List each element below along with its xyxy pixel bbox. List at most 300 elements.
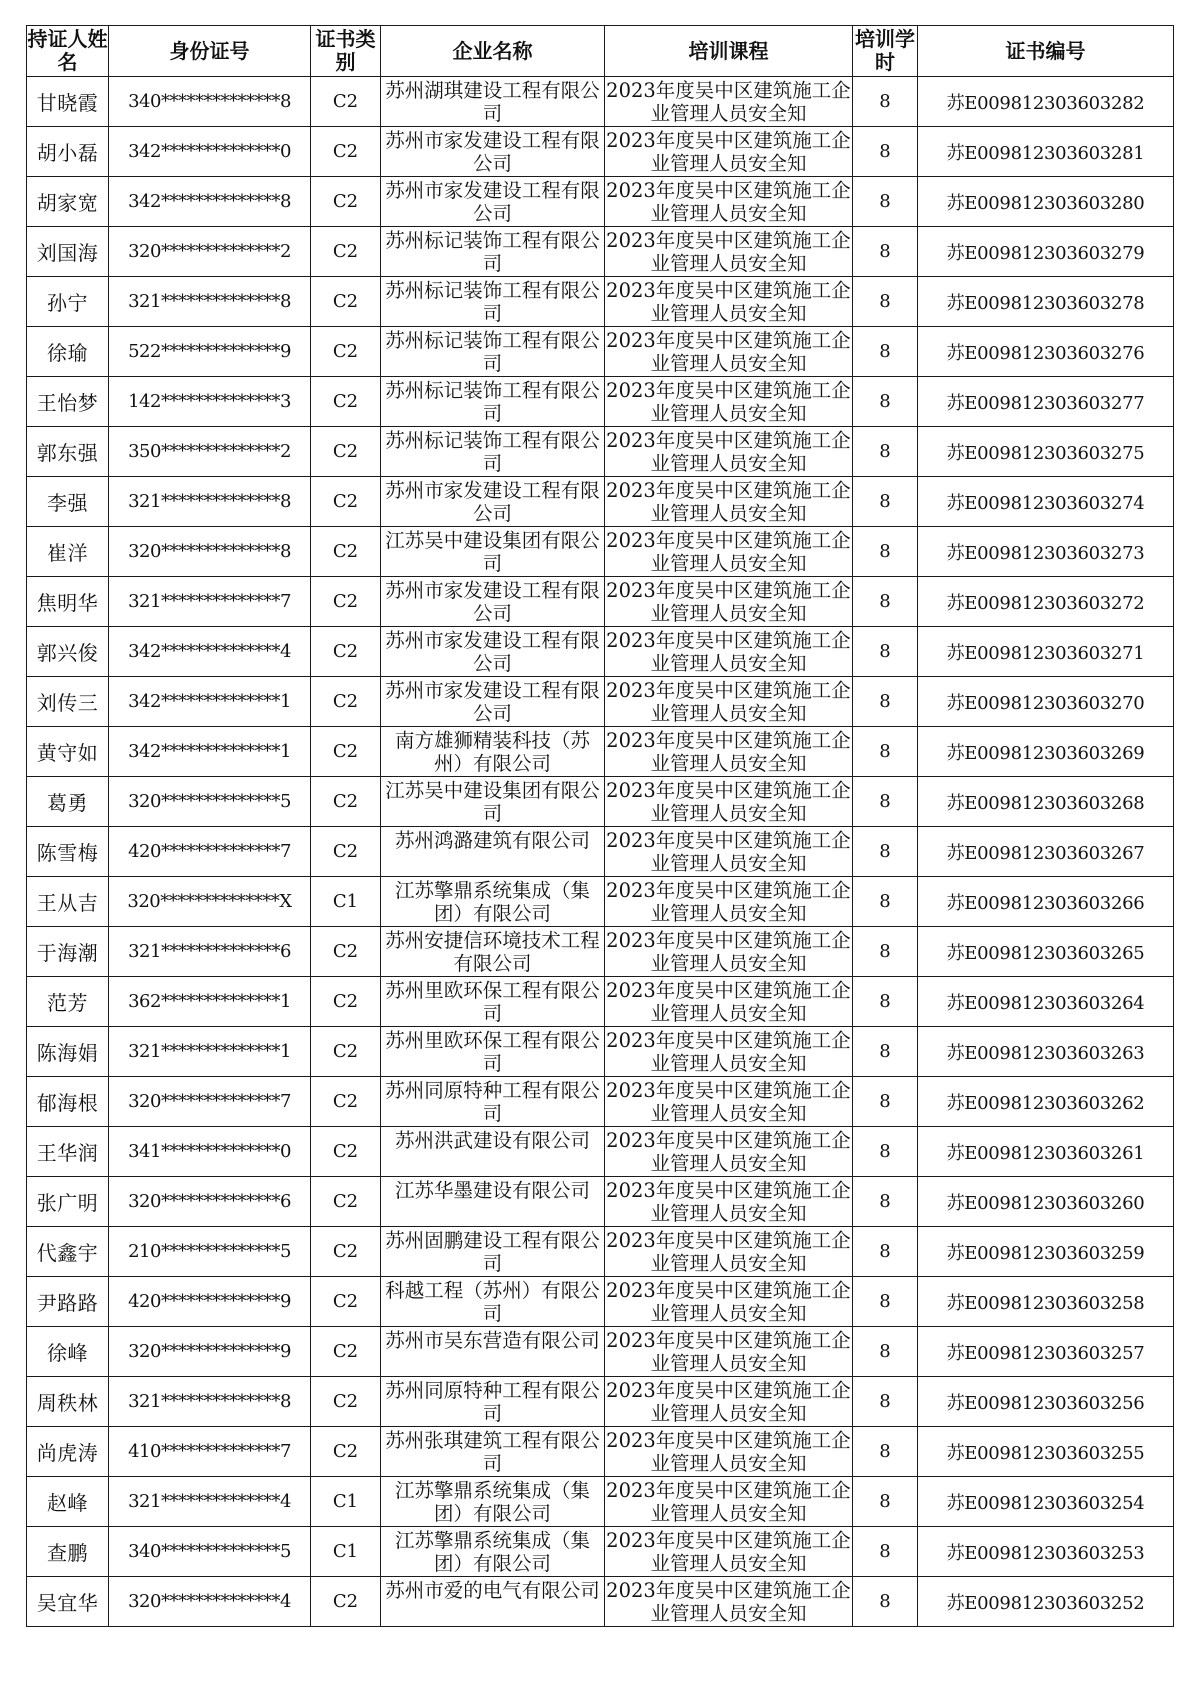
id-number-text: 341**************0 bbox=[128, 1141, 291, 1162]
holder-name-cell bbox=[27, 1377, 109, 1427]
training-course-text: 2023年度吴中区建筑施工企业管理人员安全知 bbox=[606, 1529, 851, 1575]
id-number-text: 321**************1 bbox=[128, 1041, 291, 1062]
cert-number-text: 苏E009812303603269 bbox=[946, 742, 1145, 764]
holder-name-cell bbox=[27, 977, 109, 1027]
table-row bbox=[27, 727, 1174, 777]
company-name-cell bbox=[381, 627, 605, 677]
training-course-cell bbox=[605, 1127, 853, 1177]
holder-name-text: 吴宜华 bbox=[36, 1591, 99, 1615]
holder-name-text: 陈雪梅 bbox=[36, 841, 99, 865]
holder-name-cell bbox=[27, 177, 109, 227]
cert-number-cell bbox=[918, 1577, 1174, 1627]
training-hours-text: 8 bbox=[879, 941, 891, 962]
cert-category-cell bbox=[311, 877, 381, 927]
cert-category-cell bbox=[311, 227, 381, 277]
id-number-cell bbox=[109, 377, 311, 427]
cert-category-cell bbox=[311, 1577, 381, 1627]
training-course-cell bbox=[605, 1577, 853, 1627]
training-course-text: 2023年度吴中区建筑施工企业管理人员安全知 bbox=[606, 629, 851, 675]
id-number-text: 342**************8 bbox=[128, 191, 291, 212]
id-number-cell bbox=[109, 527, 311, 577]
cert-number-text: 苏E009812303603280 bbox=[946, 192, 1145, 214]
training-hours-text: 8 bbox=[879, 691, 891, 712]
holder-name-text: 葛勇 bbox=[47, 791, 88, 815]
training-hours-text: 8 bbox=[879, 591, 891, 612]
id-number-cell bbox=[109, 227, 311, 277]
id-number-cell bbox=[109, 1327, 311, 1377]
table-row bbox=[27, 677, 1174, 727]
cert-number-cell bbox=[918, 1027, 1174, 1077]
training-hours-text: 8 bbox=[879, 891, 891, 912]
cert-number-cell bbox=[918, 527, 1174, 577]
id-number-cell bbox=[109, 1027, 311, 1077]
cert-category-cell bbox=[311, 1127, 381, 1177]
cert-number-text: 苏E009812303603276 bbox=[946, 342, 1145, 364]
company-name-text: 苏州市家发建设工程有限公司 bbox=[385, 129, 600, 175]
training-course-text: 2023年度吴中区建筑施工企业管理人员安全知 bbox=[606, 1279, 851, 1325]
holder-name-cell bbox=[27, 1527, 109, 1577]
holder-name-cell bbox=[27, 877, 109, 927]
holder-name-text: 陈海娟 bbox=[36, 1041, 99, 1065]
table-row bbox=[27, 877, 1174, 927]
training-course-cell bbox=[605, 677, 853, 727]
header-id-number: 身份证号 bbox=[109, 26, 311, 77]
id-number-cell bbox=[109, 77, 311, 127]
training-course-text: 2023年度吴中区建筑施工企业管理人员安全知 bbox=[606, 1479, 851, 1525]
cert-category-cell bbox=[311, 127, 381, 177]
cert-category-text: C2 bbox=[332, 591, 359, 612]
cert-number-cell bbox=[918, 1177, 1174, 1227]
training-hours-cell bbox=[853, 127, 918, 177]
training-course-cell bbox=[605, 1477, 853, 1527]
table-row bbox=[27, 827, 1174, 877]
holder-name-cell bbox=[27, 1277, 109, 1327]
cert-number-text: 苏E009812303603253 bbox=[946, 1542, 1145, 1564]
company-name-cell bbox=[381, 1027, 605, 1077]
holder-name-text: 赵峰 bbox=[47, 1491, 88, 1515]
training-course-cell bbox=[605, 77, 853, 127]
header-training-course: 培训课程 bbox=[605, 26, 853, 77]
training-hours-cell bbox=[853, 677, 918, 727]
id-number-cell bbox=[109, 1277, 311, 1327]
cert-category-cell bbox=[311, 977, 381, 1027]
table-row bbox=[27, 1577, 1174, 1627]
training-hours-cell bbox=[853, 1527, 918, 1577]
cert-number-cell bbox=[918, 427, 1174, 477]
cert-category-cell bbox=[311, 1427, 381, 1477]
holder-name-cell bbox=[27, 1127, 109, 1177]
holder-name-text: 尹路路 bbox=[36, 1291, 99, 1315]
id-number-text: 320**************6 bbox=[128, 1191, 291, 1212]
id-number-text: 320**************X bbox=[127, 891, 292, 912]
cert-category-text: C2 bbox=[332, 991, 359, 1012]
company-name-text: 苏州同原特种工程有限公司 bbox=[385, 1079, 600, 1125]
cert-category-cell bbox=[311, 327, 381, 377]
id-number-text: 342**************1 bbox=[128, 741, 291, 762]
training-hours-cell bbox=[853, 1077, 918, 1127]
cert-number-text: 苏E009812303603282 bbox=[946, 92, 1145, 114]
training-hours-cell bbox=[853, 1177, 918, 1227]
company-name-cell bbox=[381, 77, 605, 127]
cert-number-cell bbox=[918, 327, 1174, 377]
cert-category-text: C1 bbox=[332, 1491, 359, 1512]
training-hours-text: 8 bbox=[879, 1291, 891, 1312]
holder-name-text: 胡小磊 bbox=[36, 141, 99, 165]
table-row bbox=[27, 1277, 1174, 1327]
cert-category-cell bbox=[311, 477, 381, 527]
training-hours-text: 8 bbox=[879, 1541, 891, 1562]
cert-number-text: 苏E009812303603262 bbox=[946, 1092, 1145, 1114]
cert-category-text: C2 bbox=[332, 1091, 359, 1112]
id-number-cell bbox=[109, 827, 311, 877]
training-hours-cell bbox=[853, 1277, 918, 1327]
company-name-text: 江苏擎鼎系统集成（集团）有限公司 bbox=[394, 1479, 590, 1525]
holder-name-text: 焦明华 bbox=[36, 591, 99, 615]
training-hours-text: 8 bbox=[879, 841, 891, 862]
training-course-text: 2023年度吴中区建筑施工企业管理人员安全知 bbox=[606, 979, 851, 1025]
company-name-cell bbox=[381, 1327, 605, 1377]
training-course-cell bbox=[605, 1027, 853, 1077]
training-course-text: 2023年度吴中区建筑施工企业管理人员安全知 bbox=[606, 479, 851, 525]
company-name-cell bbox=[381, 1227, 605, 1277]
cert-number-text: 苏E009812303603281 bbox=[946, 142, 1145, 164]
id-number-cell bbox=[109, 977, 311, 1027]
cert-category-cell bbox=[311, 1027, 381, 1077]
training-course-text: 2023年度吴中区建筑施工企业管理人员安全知 bbox=[606, 1029, 851, 1075]
company-name-text: 南方雄狮精装科技（苏州）有限公司 bbox=[394, 729, 590, 775]
cert-category-text: C2 bbox=[332, 1341, 359, 1362]
table-row bbox=[27, 1127, 1174, 1177]
cert-category-text: C2 bbox=[332, 241, 359, 262]
company-name-cell bbox=[381, 1577, 605, 1627]
company-name-text: 苏州标记装饰工程有限公司 bbox=[385, 279, 600, 325]
company-name-text: 苏州鸿潞建筑有限公司 bbox=[394, 829, 590, 852]
training-hours-cell bbox=[853, 177, 918, 227]
cert-number-cell bbox=[918, 977, 1174, 1027]
training-hours-text: 8 bbox=[879, 1041, 891, 1062]
cert-category-text: C2 bbox=[332, 791, 359, 812]
training-hours-text: 8 bbox=[879, 91, 891, 112]
cert-category-cell bbox=[311, 677, 381, 727]
company-name-cell bbox=[381, 1477, 605, 1527]
id-number-text: 320**************8 bbox=[128, 541, 291, 562]
training-course-cell bbox=[605, 477, 853, 527]
cert-category-text: C2 bbox=[332, 841, 359, 862]
training-course-text: 2023年度吴中区建筑施工企业管理人员安全知 bbox=[606, 429, 851, 475]
holder-name-cell bbox=[27, 1477, 109, 1527]
holder-name-cell bbox=[27, 727, 109, 777]
cert-number-text: 苏E009812303603260 bbox=[946, 1192, 1145, 1214]
id-number-text: 342**************4 bbox=[128, 641, 291, 662]
company-name-cell bbox=[381, 1377, 605, 1427]
id-number-text: 210**************5 bbox=[128, 1241, 291, 1262]
holder-name-cell bbox=[27, 227, 109, 277]
training-course-text: 2023年度吴中区建筑施工企业管理人员安全知 bbox=[606, 1379, 851, 1425]
training-hours-cell bbox=[853, 877, 918, 927]
training-hours-text: 8 bbox=[879, 141, 891, 162]
company-name-cell bbox=[381, 477, 605, 527]
table-row bbox=[27, 1327, 1174, 1377]
company-name-cell bbox=[381, 177, 605, 227]
id-number-text: 320**************4 bbox=[128, 1591, 291, 1612]
cert-number-cell bbox=[918, 927, 1174, 977]
company-name-cell bbox=[381, 427, 605, 477]
training-course-text: 2023年度吴中区建筑施工企业管理人员安全知 bbox=[606, 729, 851, 775]
table-row bbox=[27, 577, 1174, 627]
company-name-text: 科越工程（苏州）有限公司 bbox=[385, 1279, 600, 1325]
table-row bbox=[27, 377, 1174, 427]
training-course-text: 2023年度吴中区建筑施工企业管理人员安全知 bbox=[606, 379, 851, 425]
table-row bbox=[27, 1427, 1174, 1477]
id-number-cell bbox=[109, 327, 311, 377]
cert-category-text: C2 bbox=[332, 91, 359, 112]
training-course-text: 2023年度吴中区建筑施工企业管理人员安全知 bbox=[606, 1079, 851, 1125]
training-hours-cell bbox=[853, 1127, 918, 1177]
cert-number-cell bbox=[918, 877, 1174, 927]
cert-number-text: 苏E009812303603255 bbox=[946, 1442, 1145, 1464]
cert-number-text: 苏E009812303603270 bbox=[946, 692, 1145, 714]
id-number-text: 420**************9 bbox=[128, 1291, 291, 1312]
cert-number-text: 苏E009812303603267 bbox=[946, 842, 1145, 864]
header-training-hours: 培训学时 bbox=[853, 26, 918, 77]
holder-name-cell bbox=[27, 1077, 109, 1127]
cert-category-cell bbox=[311, 827, 381, 877]
table-row bbox=[27, 777, 1174, 827]
cert-category-text: C2 bbox=[332, 491, 359, 512]
company-name-cell bbox=[381, 1277, 605, 1327]
company-name-text: 江苏吴中建设集团有限公司 bbox=[385, 779, 600, 825]
id-number-cell bbox=[109, 277, 311, 327]
training-hours-text: 8 bbox=[879, 1241, 891, 1262]
training-course-cell bbox=[605, 977, 853, 1027]
training-course-text: 2023年度吴中区建筑施工企业管理人员安全知 bbox=[606, 229, 851, 275]
company-name-cell bbox=[381, 1077, 605, 1127]
cert-number-cell bbox=[918, 727, 1174, 777]
cert-category-text: C2 bbox=[332, 441, 359, 462]
cert-category-cell bbox=[311, 177, 381, 227]
cert-number-text: 苏E009812303603278 bbox=[946, 292, 1145, 314]
training-hours-cell bbox=[853, 1427, 918, 1477]
holder-name-cell bbox=[27, 827, 109, 877]
cert-number-text: 苏E009812303603252 bbox=[946, 1592, 1145, 1614]
cert-number-text: 苏E009812303603268 bbox=[946, 792, 1145, 814]
cert-number-text: 苏E009812303603257 bbox=[946, 1342, 1145, 1364]
company-name-cell bbox=[381, 977, 605, 1027]
id-number-cell bbox=[109, 1177, 311, 1227]
training-course-cell bbox=[605, 1227, 853, 1277]
table-row bbox=[27, 977, 1174, 1027]
cert-number-cell bbox=[918, 127, 1174, 177]
company-name-text: 江苏吴中建设集团有限公司 bbox=[385, 529, 600, 575]
cert-category-cell bbox=[311, 1527, 381, 1577]
training-course-cell bbox=[605, 1377, 853, 1427]
id-number-cell bbox=[109, 427, 311, 477]
id-number-cell bbox=[109, 877, 311, 927]
training-course-text: 2023年度吴中区建筑施工企业管理人员安全知 bbox=[606, 529, 851, 575]
cert-number-text: 苏E009812303603274 bbox=[946, 492, 1145, 514]
training-course-cell bbox=[605, 177, 853, 227]
id-number-text: 321**************6 bbox=[128, 941, 291, 962]
cert-category-text: C2 bbox=[332, 1241, 359, 1262]
id-number-text: 320**************7 bbox=[128, 1091, 291, 1112]
id-number-text: 321**************8 bbox=[128, 291, 291, 312]
id-number-cell bbox=[109, 1577, 311, 1627]
training-course-text: 2023年度吴中区建筑施工企业管理人员安全知 bbox=[606, 1179, 851, 1225]
cert-category-text: C2 bbox=[332, 691, 359, 712]
id-number-cell bbox=[109, 1127, 311, 1177]
training-course-text: 2023年度吴中区建筑施工企业管理人员安全知 bbox=[606, 329, 851, 375]
training-hours-cell bbox=[853, 77, 918, 127]
table-row bbox=[27, 927, 1174, 977]
holder-name-text: 王从吉 bbox=[36, 891, 99, 915]
id-number-text: 362**************1 bbox=[128, 991, 291, 1012]
training-course-cell bbox=[605, 727, 853, 777]
training-hours-cell bbox=[853, 727, 918, 777]
table-row bbox=[27, 1177, 1174, 1227]
training-hours-text: 8 bbox=[879, 741, 891, 762]
training-hours-cell bbox=[853, 1227, 918, 1277]
cert-category-cell bbox=[311, 1177, 381, 1227]
cert-number-cell bbox=[918, 1477, 1174, 1527]
id-number-cell bbox=[109, 577, 311, 627]
training-hours-text: 8 bbox=[879, 791, 891, 812]
id-number-text: 321**************7 bbox=[128, 591, 291, 612]
holder-name-text: 崔洋 bbox=[47, 541, 88, 565]
cert-category-text: C2 bbox=[332, 1591, 359, 1612]
training-hours-text: 8 bbox=[879, 491, 891, 512]
cert-number-cell bbox=[918, 627, 1174, 677]
company-name-cell bbox=[381, 1527, 605, 1577]
cert-category-cell bbox=[311, 1277, 381, 1327]
holder-name-cell bbox=[27, 1027, 109, 1077]
cert-category-cell bbox=[311, 377, 381, 427]
id-number-text: 321**************8 bbox=[128, 491, 291, 512]
training-course-cell bbox=[605, 777, 853, 827]
cert-number-cell bbox=[918, 1327, 1174, 1377]
table-header bbox=[27, 26, 1174, 77]
id-number-cell bbox=[109, 627, 311, 677]
cert-category-text: C2 bbox=[332, 141, 359, 162]
table-row bbox=[27, 527, 1174, 577]
training-hours-text: 8 bbox=[879, 1191, 891, 1212]
training-hours-text: 8 bbox=[879, 441, 891, 462]
id-number-text: 420**************7 bbox=[128, 841, 291, 862]
holder-name-cell bbox=[27, 377, 109, 427]
cert-category-cell bbox=[311, 727, 381, 777]
holder-name-cell bbox=[27, 1577, 109, 1627]
holder-name-cell bbox=[27, 677, 109, 727]
holder-name-cell bbox=[27, 477, 109, 527]
training-hours-text: 8 bbox=[879, 991, 891, 1012]
company-name-text: 苏州标记装饰工程有限公司 bbox=[385, 229, 600, 275]
training-course-text: 2023年度吴中区建筑施工企业管理人员安全知 bbox=[606, 279, 851, 325]
cert-category-cell bbox=[311, 277, 381, 327]
company-name-cell bbox=[381, 827, 605, 877]
id-number-cell bbox=[109, 1427, 311, 1477]
company-name-text: 苏州市家发建设工程有限公司 bbox=[385, 579, 600, 625]
cert-number-cell bbox=[918, 1227, 1174, 1277]
id-number-cell bbox=[109, 1527, 311, 1577]
training-course-text: 2023年度吴中区建筑施工企业管理人员安全知 bbox=[606, 879, 851, 925]
id-number-cell bbox=[109, 1377, 311, 1427]
id-number-cell bbox=[109, 177, 311, 227]
company-name-text: 江苏擎鼎系统集成（集团）有限公司 bbox=[394, 879, 590, 925]
holder-name-text: 查鹏 bbox=[47, 1541, 88, 1565]
cert-category-text: C2 bbox=[332, 191, 359, 212]
training-hours-cell bbox=[853, 327, 918, 377]
id-number-text: 340**************5 bbox=[128, 1541, 291, 1562]
company-name-text: 江苏擎鼎系统集成（集团）有限公司 bbox=[394, 1529, 590, 1575]
holder-name-cell bbox=[27, 277, 109, 327]
cert-category-cell bbox=[311, 1327, 381, 1377]
table-row bbox=[27, 327, 1174, 377]
training-hours-text: 8 bbox=[879, 1341, 891, 1362]
id-number-cell bbox=[109, 727, 311, 777]
company-name-cell bbox=[381, 1427, 605, 1477]
training-hours-text: 8 bbox=[879, 291, 891, 312]
training-course-cell bbox=[605, 1177, 853, 1227]
holder-name-text: 李强 bbox=[47, 491, 88, 515]
header-cert-category: 证书类别 bbox=[311, 26, 381, 77]
holder-name-text: 王华润 bbox=[36, 1141, 99, 1165]
table-row bbox=[27, 627, 1174, 677]
holder-name-text: 甘晓霞 bbox=[36, 91, 99, 115]
holder-name-cell bbox=[27, 527, 109, 577]
training-hours-cell bbox=[853, 1477, 918, 1527]
training-hours-text: 8 bbox=[879, 1391, 891, 1412]
company-name-cell bbox=[381, 227, 605, 277]
training-course-text: 2023年度吴中区建筑施工企业管理人员安全知 bbox=[606, 79, 851, 125]
training-hours-text: 8 bbox=[879, 1441, 891, 1462]
training-hours-cell bbox=[853, 977, 918, 1027]
holder-name-text: 徐瑜 bbox=[47, 341, 88, 365]
table-row bbox=[27, 1477, 1174, 1527]
cert-number-cell bbox=[918, 827, 1174, 877]
holder-name-text: 刘国海 bbox=[36, 241, 99, 265]
training-course-text: 2023年度吴中区建筑施工企业管理人员安全知 bbox=[606, 1429, 851, 1475]
id-number-text: 321**************4 bbox=[128, 1491, 291, 1512]
id-number-text: 342**************1 bbox=[128, 691, 291, 712]
header-company-name: 企业名称 bbox=[381, 26, 605, 77]
training-course-text: 2023年度吴中区建筑施工企业管理人员安全知 bbox=[606, 1129, 851, 1175]
holder-name-cell bbox=[27, 427, 109, 477]
cert-category-text: C2 bbox=[332, 1391, 359, 1412]
cert-category-cell bbox=[311, 627, 381, 677]
training-course-cell bbox=[605, 577, 853, 627]
company-name-cell bbox=[381, 527, 605, 577]
cert-category-text: C2 bbox=[332, 1441, 359, 1462]
cert-number-text: 苏E009812303603275 bbox=[946, 442, 1145, 464]
company-name-text: 苏州市爱的电气有限公司 bbox=[385, 1579, 600, 1602]
cert-number-text: 苏E009812303603271 bbox=[946, 642, 1145, 664]
training-course-cell bbox=[605, 627, 853, 677]
holder-name-cell bbox=[27, 1427, 109, 1477]
cert-number-text: 苏E009812303603256 bbox=[946, 1392, 1145, 1414]
training-course-text: 2023年度吴中区建筑施工企业管理人员安全知 bbox=[606, 779, 851, 825]
certificate-roster-table bbox=[26, 25, 1174, 1627]
cert-number-cell bbox=[918, 477, 1174, 527]
cert-number-text: 苏E009812303603265 bbox=[946, 942, 1145, 964]
holder-name-text: 张广明 bbox=[36, 1191, 99, 1215]
cert-category-text: C1 bbox=[332, 891, 359, 912]
training-hours-cell bbox=[853, 477, 918, 527]
id-number-cell bbox=[109, 927, 311, 977]
cert-number-cell bbox=[918, 777, 1174, 827]
id-number-cell bbox=[109, 1477, 311, 1527]
holder-name-text: 代鑫宇 bbox=[36, 1241, 99, 1265]
cert-number-text: 苏E009812303603261 bbox=[946, 1142, 1145, 1164]
cert-number-text: 苏E009812303603273 bbox=[946, 542, 1145, 564]
